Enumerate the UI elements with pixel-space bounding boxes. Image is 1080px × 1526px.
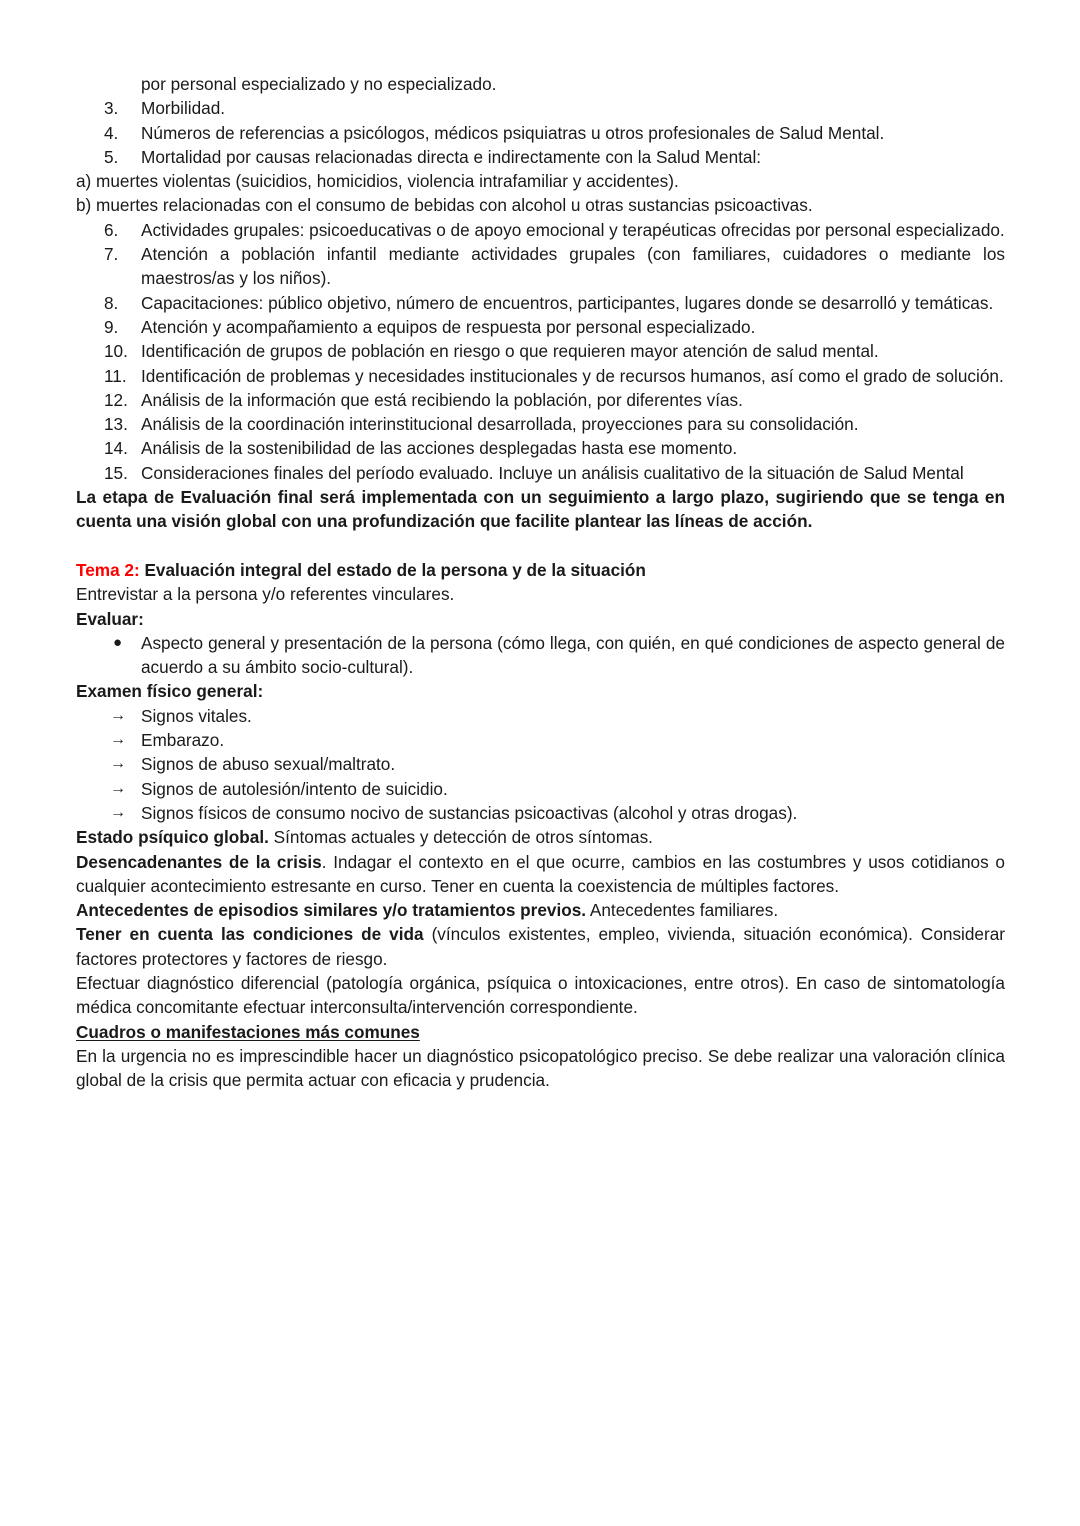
lead-paragraph-estado-psiquico <box>76 825 1005 849</box>
lead-paragraph-bold: Tener en cuenta las condiciones de vida <box>76 924 424 945</box>
list-marker: 10. <box>104 341 128 362</box>
list-marker: 15. <box>104 462 128 483</box>
list-item-text: Identificación de problemas y necesidades institucionales y de recursos humanos, así como el grado de solución. <box>141 365 1004 386</box>
list-item-text: Mortalidad por causas relacionadas directa e indirectamente con la Salud Mental: <box>141 146 762 167</box>
lead-paragraph-desencadenantes <box>76 850 1005 899</box>
list-item <box>76 631 1005 680</box>
arrow-list-examen <box>76 704 1005 825</box>
list-item <box>76 364 1005 388</box>
lead-paragraph-rest: Antecedentes familiares. <box>586 900 779 921</box>
diagnostic-paragraph: Efectuar diagnóstico diferencial (patología orgánica, psíquica o intoxicaciones, entre otros). En caso de sintomatología médica concomitante efectuar interconsulta/intervención correspondiente. <box>76 972 1005 1018</box>
list-item <box>76 218 1005 242</box>
list-marker: 12. <box>104 389 128 410</box>
list-item-text: Atención a población infantil mediante actividades grupales (con familiares, cuidadores o mediante los maestros/as y los niños). <box>141 244 1005 289</box>
list-item-text: Análisis de la sostenibilidad de las acciones desplegadas hasta ese momento. <box>141 438 738 459</box>
list-item <box>76 801 1005 825</box>
list-marker: 14. <box>104 438 128 459</box>
list-item-text: Signos de autolesión/intento de suicidio. <box>141 778 448 799</box>
arrow-right-icon: → <box>110 706 126 724</box>
list-item-text: Atención y acompañamiento a equipos de respuesta por personal especializado. <box>141 316 756 337</box>
list-item-text: Capacitaciones: público objetivo, número de encuentros, participantes, lugares donde se desarrolló y temáticas. <box>141 292 994 313</box>
lettered-item-a: a) muertes violentas (suicidios, homicidios, violencia intrafamiliar y accidentes). <box>76 171 679 192</box>
closing-bold-paragraph: La etapa de Evaluación final será implementada con un seguimiento a largo plazo, sugiriendo que se tenga en cuenta una visión global con una profundización que facilite plantear las líneas de acción. <box>76 487 1005 532</box>
document-body <box>76 72 1005 1092</box>
spacer <box>76 534 1005 558</box>
tema-2-intro: Entrevistar a la persona y/o referentes vinculares. <box>76 584 455 605</box>
numbered-list-second <box>76 218 1005 485</box>
tema-2-heading <box>76 558 1005 582</box>
lead-paragraph-rest: (vínculos existentes, empleo, vivienda, situación económica). Considerar factores protectores y factores de riesgo. <box>76 924 1005 969</box>
list-item <box>76 145 1005 169</box>
list-item <box>76 315 1005 339</box>
list-item-text: Signos físicos de consumo nocivo de sustancias psicoactivas (alcohol y otras drogas). <box>141 802 798 823</box>
list-item-text: Análisis de la coordinación interinstitucional desarrollada, proyecciones para su consolidación. <box>141 414 859 435</box>
list-item <box>76 461 1005 485</box>
lead-paragraph-antecedentes <box>76 898 1005 922</box>
list-item <box>76 777 1005 801</box>
numbered-list-first <box>76 96 1005 169</box>
list-item <box>76 121 1005 145</box>
list-item-text: Signos vitales. <box>141 705 252 726</box>
list-item-text: Consideraciones finales del período evaluado. Incluye un análisis cualitativo de la situación de Salud Mental <box>141 462 964 483</box>
lead-paragraph-rest: . Indagar el contexto en el que ocurre, cambios en las costumbres y usos cotidianos o cualquier acontecimiento estresante en curso. Tener en cuenta la coexistencia de múltiples factores. <box>76 851 1005 896</box>
list-item <box>76 752 1005 776</box>
list-marker: 11. <box>104 365 127 386</box>
lead-paragraph-bold: Desencadenantes de la crisis <box>76 851 322 872</box>
list-item-text: Embarazo. <box>141 730 225 751</box>
lead-paragraph-rest: Síntomas actuales y detección de otros síntomas. <box>268 827 653 848</box>
list-item <box>76 704 1005 728</box>
list-item-text: Actividades grupales: psicoeducativas o de apoyo emocional y terapéuticas ofrecidas por personal especializado. <box>141 219 1005 240</box>
arrow-right-icon: → <box>110 755 126 773</box>
arrow-right-icon: → <box>110 731 126 749</box>
list-item <box>76 388 1005 412</box>
arrow-right-icon: → <box>110 803 126 821</box>
bullet-icon: ● <box>113 633 123 651</box>
tema-2-label: Tema 2: <box>76 559 140 580</box>
cuadros-comunes-heading: Cuadros o manifestaciones más comunes <box>76 1021 420 1042</box>
list-item-continuation: por personal especializado y no especializado. <box>141 74 497 94</box>
list-item <box>76 242 1005 291</box>
lettered-item-b: b) muertes relacionadas con el consumo de bebidas con alcohol u otras sustancias psicoactivas. <box>76 195 813 216</box>
list-item-text: Análisis de la información que está recibiendo la población, por diferentes vías. <box>141 389 743 410</box>
list-marker: 8. <box>104 292 119 313</box>
list-marker: 5. <box>104 146 119 167</box>
list-item <box>76 291 1005 315</box>
list-item <box>76 728 1005 752</box>
list-marker: 4. <box>104 122 119 143</box>
list-item <box>76 96 1005 120</box>
list-marker: 7. <box>104 244 119 265</box>
tema-2-title: Evaluación integral del estado de la persona y de la situación <box>139 559 646 580</box>
list-item-text: Identificación de grupos de población en riesgo o que requieren mayor atención de salud mental. <box>141 341 879 362</box>
list-item <box>76 436 1005 460</box>
list-item-text: Signos de abuso sexual/maltrato. <box>141 754 396 775</box>
lead-paragraph-bold: Estado psíquico global. <box>76 827 269 848</box>
list-item <box>76 412 1005 436</box>
evaluar-heading: Evaluar: <box>76 608 144 629</box>
list-item-text: Morbilidad. <box>141 98 226 119</box>
lead-paragraph-bold: Antecedentes de episodios similares y/o tratamientos previos. <box>76 900 587 921</box>
list-item-text: Números de referencias a psicólogos, médicos psiquiatras u otros profesionales de Salud Mental. <box>141 122 885 143</box>
list-item <box>76 339 1005 363</box>
list-marker: 9. <box>104 316 119 337</box>
list-marker: 13. <box>104 414 128 435</box>
bullet-list-aspecto <box>76 631 1005 680</box>
closing-paragraph: En la urgencia no es imprescindible hacer un diagnóstico psicopatológico preciso. Se debe realizar una valoración clínica global de la crisis que permita actuar con eficacia y prudencia. <box>76 1045 1005 1091</box>
arrow-right-icon: → <box>110 779 126 797</box>
lead-paragraph-condiciones-vida <box>76 922 1005 971</box>
list-marker: 6. <box>104 219 119 240</box>
list-item-text: Aspecto general y presentación de la persona (cómo llega, con quién, en qué condiciones de aspecto general de acuerdo a su ámbito socio-cultural). <box>141 632 1005 678</box>
examen-fisico-heading: Examen físico general: <box>76 681 264 702</box>
list-marker: 3. <box>104 98 119 119</box>
